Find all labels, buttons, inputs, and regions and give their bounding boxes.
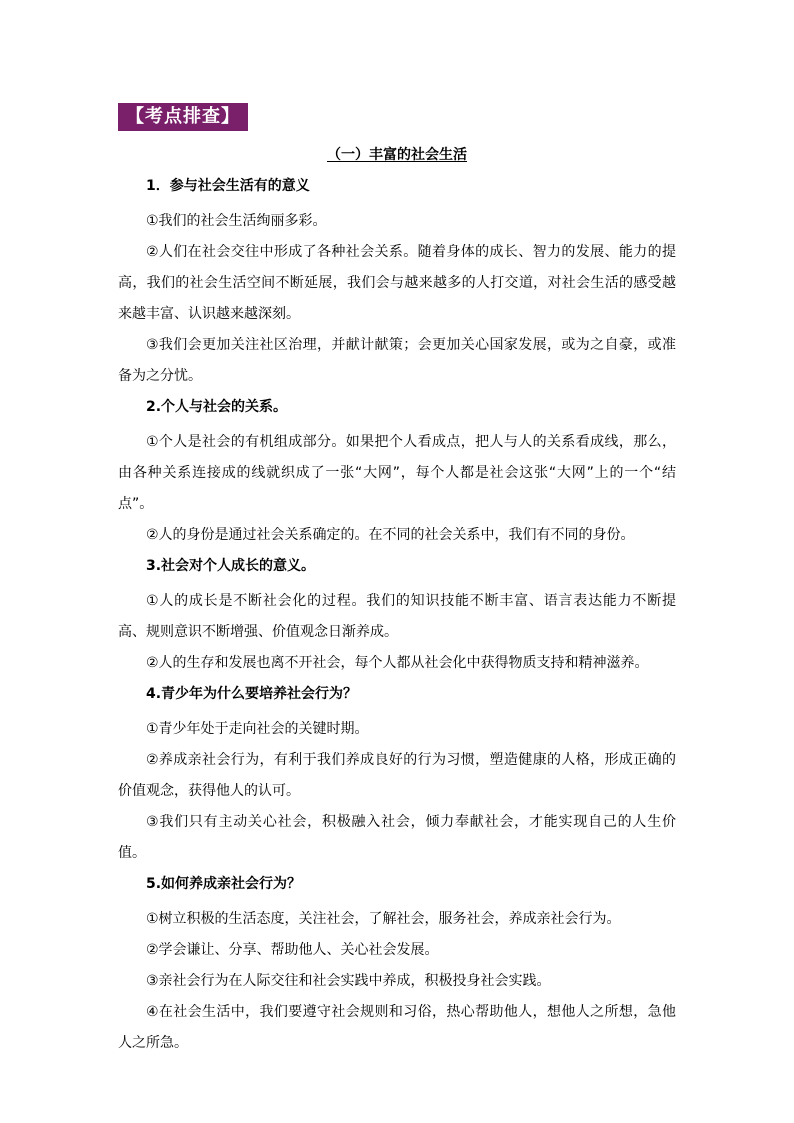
document-body: [118, 175, 676, 1059]
section-title: [118, 146, 676, 164]
section-5-paragraph-4: ④在社会生活中，我们要遵守社会规则和习俗，热心帮助他人，想他人之所想，急他人之所急。: [118, 1004, 676, 1051]
section-2-heading: 2.个人与社会的关系。: [146, 399, 288, 415]
section-4-paragraph-3: ③我们只有主动关心社会，积极融入社会，倾力奉献社会，才能实现自己的人生价值。: [118, 814, 676, 861]
section-1-paragraph-3: ③我们会更加关注社区治理，并献计献策；会更加关心国家发展，或为之自豪，或准备为之分忧。: [118, 337, 676, 384]
section-5-paragraph-1: ①树立积极的生活态度，关注社会，了解社会，服务社会，养成亲社会行为。: [146, 911, 621, 927]
section-3-heading: 3.社会对个人成长的意义。: [146, 558, 316, 574]
section-5-heading: 5.如何养成亲社会行为？: [146, 876, 302, 892]
section-1-heading: 1．参与社会生活有的意义: [146, 178, 310, 194]
section-5-paragraph-3: ③亲社会行为在人际交往和社会实践中养成，积极投身社会实践。: [146, 973, 551, 989]
section-4-paragraph-1: ①青少年处于走向社会的关键时期。: [146, 721, 369, 737]
section-1-paragraph-2: ②人们在社会交往中形成了各种社会关系。随着身体的成长、智力的发展、能力的提高，我们的社会生活空间不断延展，我们会与越来越多的人打交道，对社会生活的感受越来越丰富、认识越来越深刻。: [118, 244, 676, 322]
section-3-paragraph-1: ①人的成长是不断社会化的过程。我们的知识技能不断丰富、语言表达能力不断提高、规则意识不断增强、价值观念日渐养成。: [118, 593, 676, 640]
section-5-paragraph-2: ②学会谦让、分享、帮助他人、关心社会发展。: [146, 942, 439, 958]
section-2-paragraph-1: ①个人是社会的有机组成部分。如果把个人看成点，把人与人的关系看成线，那么，由各种关系连接成的线就织成了一张“大网”，每个人都是社会这张“大网”上的一个“结点”。: [118, 434, 676, 512]
section-2-paragraph-2: ②人的身份是通过社会关系确定的。在不同的社会关系中，我们有不同的身份。: [146, 527, 635, 543]
section-1-paragraph-1: ①我们的社会生活绚丽多彩。: [146, 213, 327, 229]
topic-review-badge: 【考点排查】: [118, 103, 248, 131]
section-4-paragraph-2: ②养成亲社会行为，有利于我们养成良好的行为习惯，塑造健康的人格，形成正确的价值观念，获得他人的认可。: [118, 752, 676, 799]
section-title-text: （一）丰富的社会生活: [327, 147, 467, 163]
section-3-paragraph-2: ②人的生存和发展也离不开社会，每个人都从社会化中获得物质支持和精神滋养。: [146, 655, 649, 671]
section-4-heading: 4.青少年为什么要培养社会行为？: [146, 686, 358, 702]
